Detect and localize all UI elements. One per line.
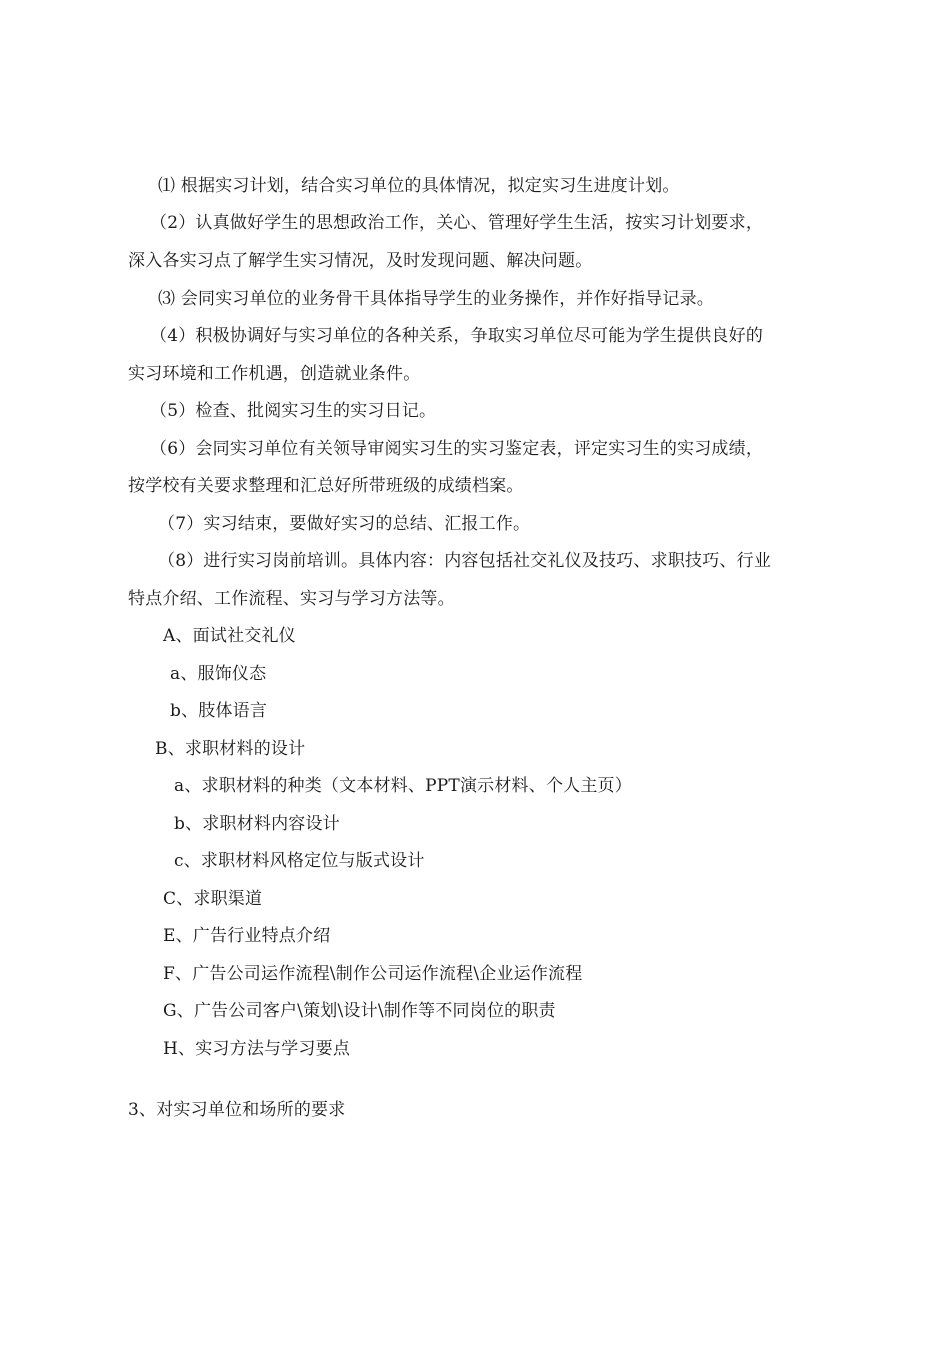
duty-item-8-line-2: 特点介绍、工作流程、实习与学习方法等。 bbox=[128, 589, 455, 609]
duty-item-4-line-1: （4）积极协调好与实习单位的各种关系，争取实习单位尽可能为学生提供良好的 bbox=[150, 326, 764, 346]
outline-item-h: H、实习方法与学习要点 bbox=[163, 1039, 351, 1059]
duty-item-6-line-2: 按学校有关要求整理和汇总好所带班级的成绩档案。 bbox=[128, 476, 524, 496]
duty-item-3: ⑶ 会同实习单位的业务骨干具体指导学生的业务操作，并作好指导记录。 bbox=[158, 289, 715, 309]
outline-subitem-b-c: c、求职材料风格定位与版式设计 bbox=[174, 851, 425, 871]
outline-subitem-b-a: a、求职材料的种类（文本材料、PPT演示材料、个人主页） bbox=[174, 776, 632, 796]
outline-item-f: F、广告公司运作流程\制作公司运作流程\企业运作流程 bbox=[163, 964, 583, 984]
duty-item-6-line-1: （6）会同实习单位有关领导审阅实习生的实习鉴定表，评定实习生的实习成绩， bbox=[150, 439, 764, 459]
outline-item-c: C、求职渠道 bbox=[163, 889, 263, 909]
duty-item-2-line-1: （2）认真做好学生的思想政治工作，关心、管理好学生生活，按实习计划要求， bbox=[150, 213, 764, 233]
duty-item-2-line-2: 深入各实习点了解学生实习情况，及时发现问题、解决问题。 bbox=[128, 251, 593, 271]
duty-item-1: ⑴ 根据实习计划，结合实习单位的具体情况，拟定实习生进度计划。 bbox=[158, 176, 680, 196]
outline-item-e: E、广告行业特点介绍 bbox=[163, 926, 331, 946]
outline-item-g: G、广告公司客户\策划\设计\制作等不同岗位的职责 bbox=[163, 1001, 556, 1021]
duty-item-4-line-2: 实习环境和工作机遇，创造就业条件。 bbox=[128, 364, 421, 384]
outline-item-b: B、求职材料的设计 bbox=[155, 739, 306, 759]
outline-subitem-b-b: b、求职材料内容设计 bbox=[174, 814, 340, 834]
outline-subitem-a-b: b、肢体语言 bbox=[170, 701, 268, 721]
section-heading: 3、对实习单位和场所的要求 bbox=[128, 1100, 346, 1120]
outline-item-a: A、面试社交礼仪 bbox=[163, 626, 296, 646]
duty-item-7: （7）实习结束，要做好实习的总结、汇报工作。 bbox=[158, 514, 531, 534]
duty-item-5: （5）检查、批阅实习生的实习日记。 bbox=[150, 401, 437, 421]
outline-subitem-a-a: a、服饰仪态 bbox=[170, 664, 267, 684]
duty-item-8-line-1: （8）进行实习岗前培训。具体内容：内容包括社交礼仪及技巧、求职技巧、行业 bbox=[158, 551, 772, 571]
